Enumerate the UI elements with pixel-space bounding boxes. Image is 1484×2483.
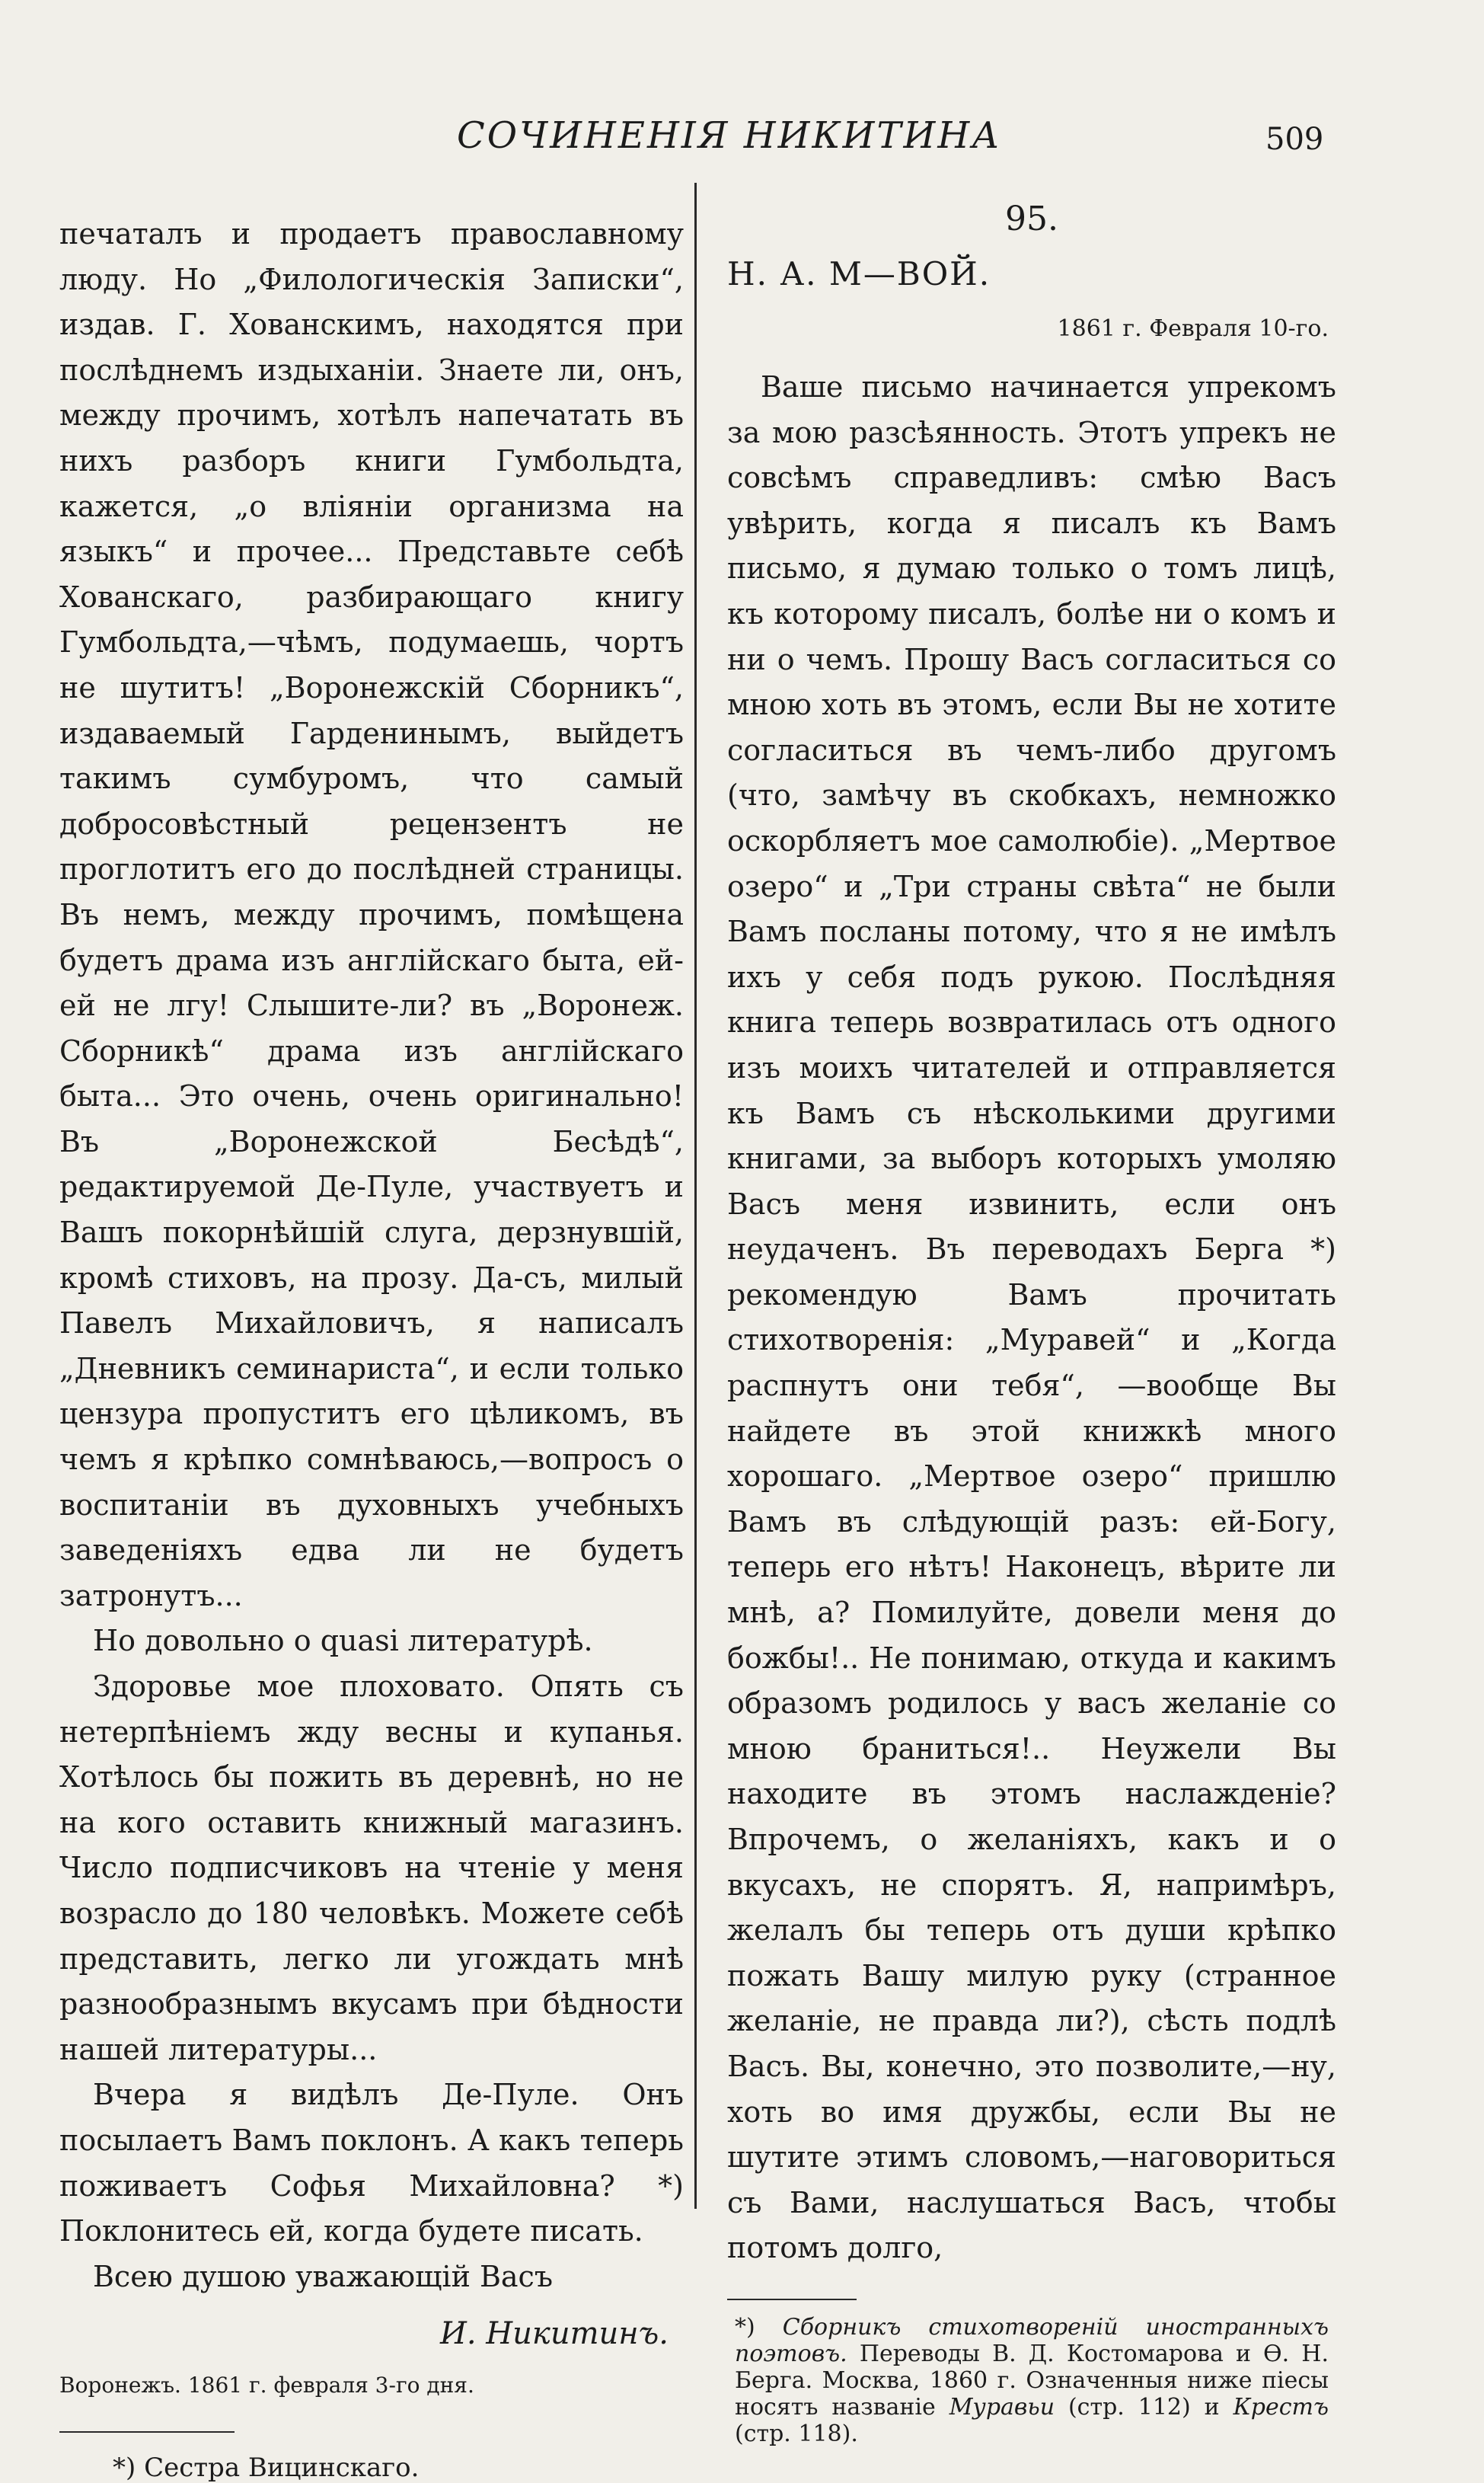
left-column — [59, 212, 684, 2483]
footnote-title: Сборникъ стихотвореній иностранныхъ поэтовъ. — [735, 2313, 1329, 2367]
paragraph: печаталъ и продаетъ православному люду. Но „Филологическія Записки“, издав. Г. Хованскимъ, находятся при послѣднемъ издыханіи. Знаете ли, онъ, между прочимъ, хотѣлъ напечатать въ нихъ разборъ книги Гумбольдта, кажется, „о вліяніи организма на языкъ“ и прочее... Представьте себѣ Хованскаго, разбирающаго книгу Гумбольдта,—чѣмъ, подумаешь, чортъ не шутитъ! „Воронежскій Сборникъ“, издаваемый Гарденинымъ, выйдетъ такимъ сумбуромъ, что самый добросовѣстный рецензентъ не проглотитъ его до послѣдней страницы. Въ немъ, между прочимъ, помѣщена будетъ драма изъ англійскаго быта, ей-ей не лгу! Слышите-ли? въ „Воронеж. Сборникѣ“ драма изъ англійскаго быта... Это очень, очень оригинально! Въ „Воронежской Бесѣдѣ“, редактируемой Де-Пуле, участвуетъ и Вашъ покорнѣйшій слуга, дерзнувшій, кромѣ стиховъ, на прозу. Да-съ, милый Павелъ Михайловичъ, я написалъ „Дневникъ семинариста“, и если только цензура пропуститъ его цѣликомъ, въ чемъ я крѣпко сомнѣваюсь,—вопросъ о воспитаніи въ духовныхъ учебныхъ заведеніяхъ едва ли не будетъ затронутъ... — [59, 217, 684, 1612]
footnote-marker: *) — [735, 2313, 755, 2341]
footnote-text: (стр. 118). — [735, 2420, 858, 2447]
footnote — [727, 2314, 1336, 2447]
letter-number: 95. — [1005, 200, 1058, 238]
paragraph: Но довольно о quasi литературѣ. — [93, 1624, 593, 1658]
footnote-rule — [59, 2431, 235, 2433]
footnote-text: Переводы В. Д. Костомарова и Ѳ. Н. Берга. Москва, 1860 г. Означенныя ниже піесы носятъ названіе — [735, 2340, 1329, 2421]
footnote-text: (стр. 112) и — [1068, 2393, 1220, 2421]
place-date: Воронежъ. 1861 г. февраля 3-го дня. — [59, 2373, 474, 2398]
footnote-rule — [727, 2299, 857, 2300]
paragraph: Вчера я видѣлъ Де-Пуле. Онъ посылаетъ Вамъ поклонъ. А какъ теперь поживаетъ Софья Михайловна? *) Поклонитесь ей, когда будете писать. — [59, 2078, 684, 2248]
column-divider — [694, 183, 697, 2209]
running-title: СОЧИНЕНІЯ НИКИТИНА — [457, 114, 1002, 157]
letter-date: 1861 г. Февраля 10-го. — [1057, 315, 1329, 342]
footnote-italic: Муравьи — [949, 2393, 1055, 2421]
signature: И. Никитинъ. — [439, 2316, 669, 2352]
footnote: *) Сестра Вицинскаго. — [113, 2453, 420, 2483]
letter-body: Ваше письмо начинается упрекомъ за мою разсѣянность. Этотъ упрекъ не совсѣмъ справедливъ: смѣю Васъ увѣрить, когда я писалъ къ Вамъ письмо, я думаю только о томъ лицѣ, къ которому писалъ, болѣе ни о комъ и ни о чемъ. Прошу Васъ согласиться со мною хоть въ этомъ, если Вы не хотите согласиться въ чемъ-либо другомъ (что, замѣчу въ скобкахъ, немножко оскорбляетъ мое самолюбіе). „Мертвое озеро“ и „Три страны свѣта“ не были Вамъ посланы потому, что я не имѣлъ ихъ у себя подъ рукою. Послѣдняя книга теперь возвратилась отъ одного изъ моихъ читателей и отправляется къ Вамъ съ нѣсколькими другими книгами, за выборъ которыхъ умоляю Васъ меня извинить, если онъ неудаченъ. Въ переводахъ Берга *) рекомендую Вамъ прочитать стихотворенія: „Муравей“ и „Когда распнутъ они тебя“, —вообще Вы найдете въ этой книжкѣ много хорошаго. „Мертвое озеро“ пришлю Вамъ въ слѣдующій разъ: ей-Богу, теперь его нѣтъ! Наконецъ, вѣрите ли мнѣ, а? Помилуйте, довели меня до божбы!.. Не понимаю, откуда и какимъ образомъ родилось у васъ желаніе со мною браниться!.. Неужели Вы находите въ этомъ наслажденіе? Впрочемъ, о желаніяхъ, какъ и о вкусахъ, не спорятъ. Я, напримѣръ, желалъ бы теперь отъ души крѣпко пожать Вашу милую руку (странное желаніе, не правда ли?), сѣсть подлѣ Васъ. Вы, конечно, это позволите,—ну, хоть во имя дружбы, если Вы не шутите этимъ словомъ,—наговориться съ Вами, наслушаться Васъ, чтобы потомъ долго, — [727, 370, 1336, 2265]
paragraph: Здоровье мое плоховато. Опять съ нетерпѣніемъ жду весны и купанья. Хотѣлось бы пожить въ деревнѣ, но не на кого оставить книжный магазинъ. Число подписчиковъ на чтеніе у меня возрасло до 180 человѣкъ. Можете себѣ представить, легко ли угождать мнѣ разнообразнымъ вкусамъ при бѣдности нашей литературы... — [59, 1670, 684, 2066]
addressee-heading: Н. А. М—ВОЙ. — [727, 255, 991, 292]
paragraph: Всею душою уважающій Васъ — [93, 2259, 554, 2293]
page-number: 509 — [1265, 122, 1324, 157]
footnote-italic: Крестъ — [1233, 2393, 1329, 2421]
right-column — [727, 200, 1336, 2447]
